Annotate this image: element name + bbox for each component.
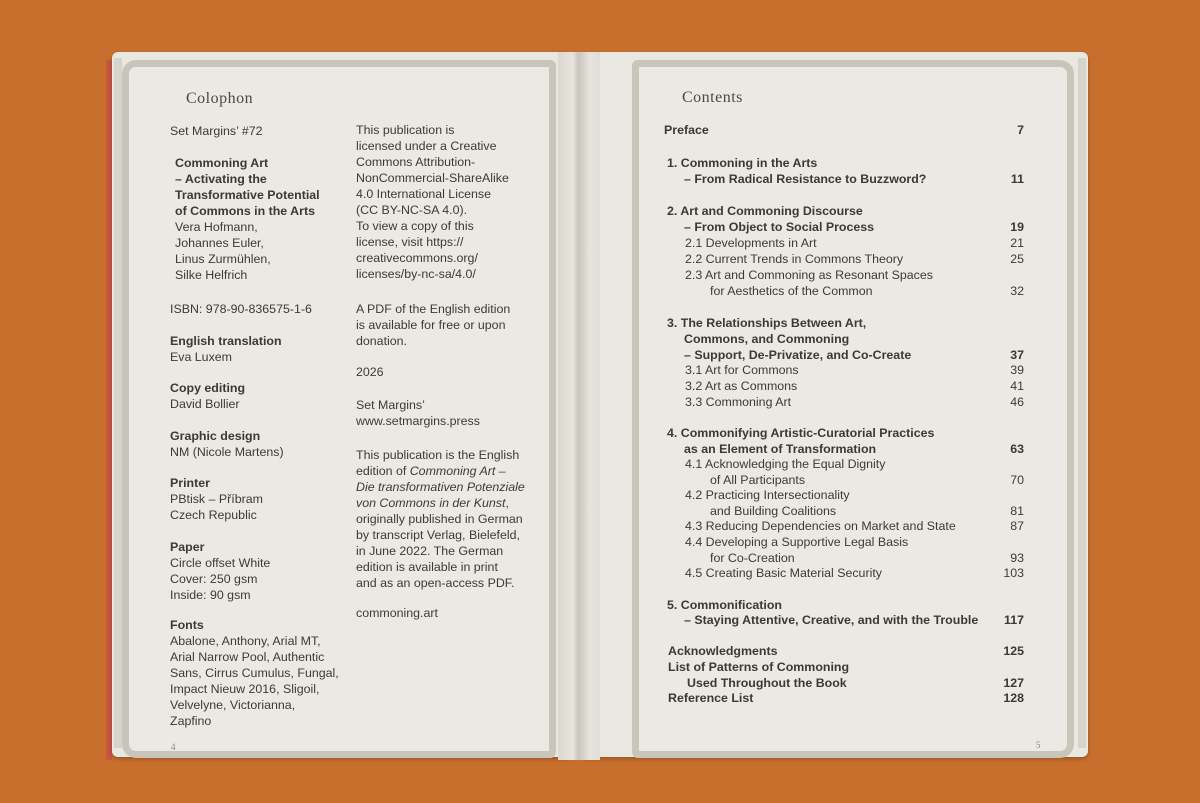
toc-entry — [668, 660, 1024, 676]
colophon-line: Graphic design — [170, 429, 261, 443]
colophon-heading: Colophon — [186, 90, 254, 107]
toc-entry — [684, 172, 1024, 188]
toc-entry-title: and Building Coalitions — [710, 504, 837, 518]
toc-entry — [685, 566, 1024, 582]
toc-entry-title: 3. The Relationships Between Art, — [667, 316, 867, 330]
right-edge-strip — [1078, 58, 1086, 748]
toc-entry-page: 32 — [1010, 284, 1024, 298]
colophon-line: Copy editing — [170, 381, 246, 395]
toc-entry — [685, 395, 1024, 411]
colophon-line: (CC BY-NC-SA 4.0). — [356, 203, 468, 217]
toc-entry — [668, 644, 1024, 660]
toc-entry — [668, 691, 1024, 707]
toc-entry-page: 46 — [1010, 395, 1024, 409]
toc-entry-title: 2.1 Developments in Art — [685, 236, 817, 250]
toc-entry-page: 63 — [1010, 442, 1024, 456]
colophon-line: creativecommons.org/ — [356, 251, 478, 265]
colophon-line: Abalone, Anthony, Arial MT, — [170, 634, 321, 648]
toc-entry-page: 11 — [1010, 172, 1024, 186]
toc-entry-title: 4.1 Acknowledging the Equal Dignity — [685, 457, 886, 471]
colophon-line: edition of Commoning Art – — [356, 464, 506, 478]
colophon-line: Velvelyne, Victorianna, — [170, 698, 296, 712]
colophon-line: PBtisk – Příbram — [170, 492, 263, 506]
colophon-line[interactable]: commoning.art — [356, 606, 438, 620]
colophon-line: Impact Nieuw 2016, Sligoil, — [170, 682, 320, 696]
toc-entry-page: 25 — [1010, 252, 1024, 266]
toc-entry-title: for Aesthetics of the Common — [710, 284, 873, 298]
colophon-line: Linus Zurmühlen, — [175, 252, 271, 266]
toc-entry-title: 2.2 Current Trends in Commons Theory — [685, 252, 904, 266]
toc-entry-page: 21 — [1010, 236, 1024, 250]
colophon-line: Fonts — [170, 618, 204, 632]
colophon-line: Printer — [170, 476, 210, 490]
toc-entry-page: 117 — [1004, 613, 1024, 627]
toc-entry-page: 37 — [1010, 348, 1024, 362]
colophon-line[interactable]: www.setmargins.press — [356, 414, 480, 428]
colophon-line: Commoning Art — [175, 156, 269, 170]
toc-entry-page: 128 — [1003, 691, 1024, 705]
colophon-line[interactable]: licenses/by-nc-sa/4.0/ — [356, 267, 476, 281]
colophon-line: by transcript Verlag, Bielefeld, — [356, 528, 520, 542]
colophon-line: von Commons in der Kunst, — [356, 496, 509, 510]
toc-entry — [685, 519, 1024, 535]
toc-entry-title: 2. Art and Commoning Discourse — [667, 204, 863, 218]
colophon-line: Circle offset White — [170, 556, 271, 570]
page-number-right: 5 — [1036, 740, 1041, 750]
colophon-line: Cover: 250 gsm — [170, 572, 258, 586]
colophon-line: Sans, Cirrus Cumulus, Fungal, — [170, 666, 339, 680]
colophon-line: Set Margins’ — [356, 398, 425, 412]
toc-entry-page: 87 — [1010, 519, 1024, 533]
colophon-line: This publication is the English — [356, 448, 520, 462]
colophon-line: is available for free or upon — [356, 318, 506, 332]
toc-entry — [710, 473, 1024, 489]
colophon-line: Set Margins’ #72 — [170, 124, 263, 138]
colophon-line: Paper — [170, 540, 205, 554]
colophon-line: license, visit https:// — [356, 235, 464, 249]
toc-entry-page: 127 — [1003, 676, 1024, 690]
toc-entry — [710, 504, 1024, 520]
toc-entry — [664, 123, 1024, 139]
toc-entry-title: List of Patterns of Commoning — [668, 660, 850, 674]
toc-entry-title: Commons, and Commoning — [684, 332, 850, 346]
toc-entry-title: as an Element of Transformation — [684, 442, 877, 456]
toc-entry — [684, 613, 1024, 629]
toc-entry-page: 41 — [1010, 379, 1024, 393]
colophon-line: David Bollier — [170, 397, 240, 411]
colophon-line: edition is available in print — [356, 560, 498, 574]
toc-entry-title: 3.1 Art for Commons — [685, 363, 799, 377]
toc-entry-title: – From Object to Social Process — [684, 220, 875, 234]
toc-entry — [684, 332, 1024, 348]
toc-entry-title: Acknowledgments — [668, 644, 778, 658]
colophon-line: Vera Hofmann, — [175, 220, 258, 234]
colophon-line: English translation — [170, 334, 282, 348]
toc-entry-title: 2.3 Art and Commoning as Resonant Spaces — [685, 268, 933, 282]
colophon-line: Eva Luxem — [170, 350, 232, 364]
toc-entry — [685, 488, 1024, 504]
toc-entry-title: – From Radical Resistance to Buzzword? — [684, 172, 927, 186]
colophon-line: Czech Republic — [170, 508, 257, 522]
colophon-line: licensed under a Creative — [356, 139, 497, 153]
colophon-line: Johannes Euler, — [175, 236, 264, 250]
toc-entry — [667, 316, 1024, 332]
book-gutter — [558, 52, 600, 760]
page-number-left: 4 — [171, 742, 176, 752]
colophon-line: Transformative Potential — [175, 188, 320, 202]
toc-entry — [667, 598, 1024, 614]
toc-entry — [667, 204, 1024, 220]
toc-entry-page: 70 — [1010, 473, 1024, 487]
toc-entry-page: 125 — [1003, 644, 1024, 658]
toc-entry-title: 4.4 Developing a Supportive Legal Basis — [685, 535, 909, 549]
toc-entry-page: 81 — [1010, 504, 1024, 518]
toc-entry-title: 4.3 Reducing Dependencies on Market and State — [685, 519, 956, 533]
toc-entry — [710, 284, 1024, 300]
toc-entry — [685, 457, 1024, 473]
toc-entry — [684, 442, 1024, 458]
toc-entry-title: of All Participants — [710, 473, 806, 487]
colophon-line: Inside: 90 gsm — [170, 588, 251, 602]
toc-entry-title: – Staying Attentive, Creative, and with the Trouble — [684, 613, 979, 627]
toc-entry — [684, 348, 1024, 364]
toc-entry-title: 1. Commoning in the Arts — [667, 156, 818, 170]
colophon-line: of Commons in the Arts — [175, 204, 315, 218]
toc-entry-title: for Co-Creation — [710, 551, 795, 565]
toc-entry-title: Used Throughout the Book — [687, 676, 847, 690]
colophon-line: 4.0 International License — [356, 187, 492, 201]
colophon-line: Zapfino — [170, 714, 212, 728]
toc-entry — [685, 252, 1024, 268]
colophon-line: in June 2022. The German — [356, 544, 504, 558]
toc-entry — [685, 236, 1024, 252]
colophon-line: originally published in German — [356, 512, 523, 526]
toc-entry-title: – Support, De-Privatize, and Co-Create — [684, 348, 912, 362]
toc-entry-page: 7 — [1017, 123, 1024, 137]
colophon-line: Silke Helfrich — [175, 268, 248, 282]
toc-entry-page: 19 — [1010, 220, 1024, 234]
toc-entry-page: 103 — [1003, 566, 1024, 580]
colophon-line: Die transformativen Potenziale — [356, 480, 525, 494]
toc-entry — [667, 426, 1024, 442]
colophon-line: To view a copy of this — [356, 219, 474, 233]
toc-entry — [710, 551, 1024, 567]
toc-entry — [685, 535, 1024, 551]
colophon-line: A PDF of the English edition — [356, 302, 511, 316]
toc-entry-title: Preface — [664, 123, 709, 137]
toc-entry — [684, 220, 1024, 236]
toc-entry-title: Reference List — [668, 691, 754, 705]
toc-entry-title: 3.3 Commoning Art — [685, 395, 792, 409]
toc-entry-title: 4.2 Practicing Intersectionality — [685, 488, 850, 502]
left-edge-strip — [114, 58, 122, 748]
toc-entry — [685, 379, 1024, 395]
colophon-line: – Activating the — [175, 172, 267, 186]
toc-entry-page: 93 — [1010, 551, 1024, 565]
contents-heading: Contents — [682, 89, 743, 106]
toc-entry-page: 39 — [1010, 363, 1024, 377]
toc-entry — [685, 363, 1024, 379]
colophon-line: NM (Nicole Martens) — [170, 445, 284, 459]
toc-entry — [687, 676, 1024, 692]
toc-entry-title: 4. Commonifying Artistic-Curatorial Practices — [667, 426, 935, 440]
colophon-line: and as an open-access PDF. — [356, 576, 515, 590]
colophon-line: Arial Narrow Pool, Authentic — [170, 650, 325, 664]
toc-entry-title: 3.2 Art as Commons — [685, 379, 798, 393]
colophon-line: NonCommercial-ShareAlike — [356, 171, 509, 185]
toc-entry — [667, 156, 1024, 172]
colophon-line: This publication is — [356, 123, 455, 137]
colophon-line: ISBN: 978-90-836575-1-6 — [170, 302, 312, 316]
toc-entry-title: 4.5 Creating Basic Material Security — [685, 566, 882, 580]
colophon-line: 2026 — [356, 365, 384, 379]
toc-entry — [685, 268, 1024, 284]
toc-entry-title: 5. Commonification — [667, 598, 782, 612]
colophon-line: Commons Attribution- — [356, 155, 476, 169]
colophon-line: donation. — [356, 334, 407, 348]
